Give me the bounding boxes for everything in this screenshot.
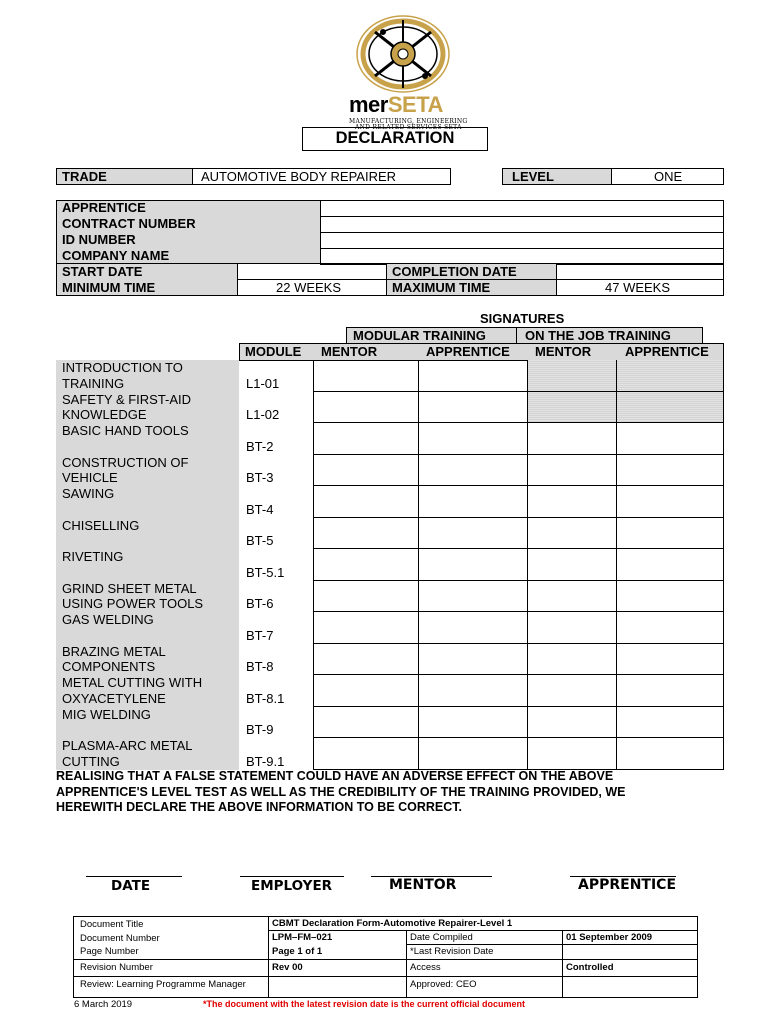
footer-divider-v2 <box>406 930 407 998</box>
completion-date-label-cell <box>386 263 557 280</box>
footer-divider-h2 <box>406 944 698 945</box>
module-code: BT-6 <box>246 596 274 611</box>
minimum-time-label: MINIMUM TIME <box>62 280 156 295</box>
ojt-mentor-signature-cell[interactable] <box>527 644 616 676</box>
table-row <box>0 423 770 455</box>
module-name: SAFETY & FIRST-AID <box>62 391 192 407</box>
mentor-signature-cell[interactable] <box>313 707 418 739</box>
footer-divider-h1 <box>268 930 698 931</box>
modular-training-label: MODULAR TRAINING <box>353 328 486 343</box>
ojt-apprentice-signature-cell[interactable] <box>616 738 724 770</box>
module-name: PLASMA-ARC METAL <box>62 738 193 753</box>
ojt-apprentice-signature-cell[interactable] <box>616 455 724 487</box>
statement-line-3: HEREWITH DECLARE THE ABOVE INFORMATION TO BE CORRECT. <box>56 800 463 814</box>
merseta-emblem-icon <box>353 14 453 94</box>
ojt-mentor-signature-cell[interactable] <box>527 738 616 770</box>
doc-number-value: LPM–FM–021 <box>272 932 333 943</box>
module-name-continued: VEHICLE <box>62 470 118 485</box>
modular-training-header <box>346 327 517 344</box>
apprentice-signature-cell[interactable] <box>418 675 527 707</box>
module-name-continued: TRAINING <box>62 375 125 391</box>
revision-number-value: Rev 00 <box>272 962 303 973</box>
module-code: BT-5.1 <box>246 564 285 580</box>
module-name: BASIC HAND TOOLS <box>62 423 189 438</box>
contract-number-label: CONTRACT NUMBER <box>62 216 196 231</box>
module-code: L1-01 <box>246 375 280 391</box>
page-number-label: Page Number <box>80 946 139 957</box>
mentor-signature-cell[interactable] <box>313 486 418 518</box>
mentor-signature-cell[interactable] <box>313 455 418 487</box>
apprentice-signature-cell[interactable] <box>418 360 527 392</box>
page-title: DECLARATION <box>335 129 455 147</box>
module-name: SAWING <box>62 486 115 501</box>
col-apprentice-ojt: APPRENTICE <box>625 344 709 359</box>
mentor-signature-cell[interactable] <box>313 549 418 581</box>
ojt-mentor-signature-cell[interactable] <box>527 707 616 739</box>
mentor-signature-cell[interactable] <box>313 738 418 770</box>
module-code: BT-4 <box>246 501 274 517</box>
module-name: GRIND SHEET METAL <box>62 580 197 596</box>
maximum-time-field[interactable] <box>556 279 724 296</box>
maximum-time-value: 47 WEEKS <box>605 280 671 295</box>
access-label: Access <box>410 962 441 973</box>
module-name: GAS WELDING <box>62 612 154 627</box>
company-name-label: COMPANY NAME <box>62 248 170 263</box>
footer-divider-v1 <box>268 916 269 998</box>
table-row <box>0 707 770 739</box>
module-name-continued: KNOWLEDGE <box>62 407 147 422</box>
last-revision-label: *Last Revision Date <box>410 946 494 957</box>
employer-signature-line[interactable] <box>240 876 344 877</box>
ojt-apprentice-signature-cell[interactable] <box>616 675 724 707</box>
apprentice-signature-cell[interactable] <box>418 612 527 644</box>
sign-label-date: DATE <box>111 878 151 894</box>
mentor-signature-cell[interactable] <box>313 518 418 550</box>
minimum-time-value: 22 WEEKS <box>276 280 342 295</box>
date-compiled-value: 01 September 2009 <box>566 932 653 943</box>
apprentice-signature-cell[interactable] <box>418 486 527 518</box>
ojt-apprentice-signature-cell <box>616 392 724 424</box>
level-value: ONE <box>654 169 683 184</box>
ojt-apprentice-signature-cell[interactable] <box>616 549 724 581</box>
apprentice-signature-cell[interactable] <box>418 707 527 739</box>
review-label: Review: Learning Programme Manager <box>80 979 246 990</box>
merseta-logo <box>343 14 493 129</box>
apprentice-field[interactable] <box>320 200 724 217</box>
ojt-apprentice-signature-cell[interactable] <box>616 707 724 739</box>
table-row <box>0 738 770 770</box>
apprentice-label: APPRENTICE <box>62 200 146 215</box>
revision-number-label: Revision Number <box>80 962 153 973</box>
maximum-time-label-cell <box>386 279 557 296</box>
statement-line-2: APPRENTICE'S LEVEL TEST AS WELL AS THE CREDIBILITY OF THE TRAINING PROVIDED, WE <box>56 784 626 799</box>
ojt-mentor-signature-cell[interactable] <box>527 518 616 550</box>
apprentice-signature-cell[interactable] <box>418 581 527 613</box>
module-name: CHISELLING <box>62 517 140 533</box>
ojt-apprentice-signature-cell[interactable] <box>616 518 724 550</box>
table-row <box>0 549 770 581</box>
statement-line-1: REALISING THAT A FALSE STATEMENT COULD HAVE AN ADVERSE EFFECT ON THE ABOVE <box>56 769 614 783</box>
declaration-statement <box>56 769 625 816</box>
level-label: LEVEL <box>512 169 554 184</box>
merseta-tagline-2: AND RELATED SERVICES SETA <box>355 124 462 131</box>
module-name-continued: USING POWER TOOLS <box>62 596 204 611</box>
ojt-mentor-signature-cell[interactable] <box>527 455 616 487</box>
footer-divider-v3 <box>562 930 563 998</box>
table-row <box>0 455 770 487</box>
access-value: Controlled <box>566 962 614 973</box>
ojt-apprentice-signature-cell[interactable] <box>616 612 724 644</box>
ojt-mentor-signature-cell[interactable] <box>527 581 616 613</box>
on-the-job-label: ON THE JOB TRAINING <box>525 328 671 343</box>
start-date-label: START DATE <box>62 264 143 279</box>
module-name: MIG WELDING <box>62 706 151 722</box>
ojt-apprentice-signature-cell[interactable] <box>616 644 724 676</box>
module-name: METAL CUTTING WITH <box>62 675 203 690</box>
module-code: BT-3 <box>246 470 274 485</box>
col-apprentice: APPRENTICE <box>426 344 510 359</box>
ojt-mentor-signature-cell <box>527 360 616 392</box>
doc-title-value: CBMT Declaration Form-Automotive Repairer-Level 1 <box>272 918 513 929</box>
module-code: BT-2 <box>246 438 274 454</box>
apprentice-signature-cell[interactable] <box>418 549 527 581</box>
module-name: INTRODUCTION TO <box>62 360 183 375</box>
revision-note: *The document with the latest revision date is the current official document <box>203 999 526 1009</box>
print-date: 6 March 2019 <box>74 999 133 1010</box>
id-number-field[interactable] <box>320 232 724 249</box>
table-row <box>0 360 770 392</box>
merseta-tagline-1: MANUFACTURING, ENGINEERING <box>349 118 468 125</box>
module-code: L1-02 <box>246 407 280 422</box>
col-module: MODULE <box>245 344 302 359</box>
apprentice-signature-cell[interactable] <box>418 423 527 455</box>
sign-label-employer: EMPLOYER <box>251 878 333 894</box>
sign-label-mentor: MENTOR <box>389 877 457 893</box>
contract-number-field[interactable] <box>320 216 724 233</box>
minimum-time-field[interactable] <box>237 279 387 296</box>
start-date-field[interactable] <box>237 263 387 280</box>
ojt-apprentice-signature-cell[interactable] <box>616 423 724 455</box>
ojt-apprentice-signature-cell[interactable] <box>616 581 724 613</box>
page-number-value: Page 1 of 1 <box>272 946 323 957</box>
mentor-signature-cell[interactable] <box>313 675 418 707</box>
trade-label: TRADE <box>62 169 107 184</box>
module-code: BT-9 <box>246 722 274 737</box>
col-mentor: MENTOR <box>321 344 378 359</box>
trade-value: AUTOMOTIVE BODY REPAIRER <box>201 169 397 184</box>
table-row <box>0 675 770 707</box>
table-row <box>0 518 770 550</box>
table-row <box>0 392 770 424</box>
ojt-mentor-signature-cell[interactable] <box>527 549 616 581</box>
sign-label-apprentice: APPRENTICE <box>578 877 677 893</box>
module-name: RIVETING <box>62 549 124 564</box>
apprentice-signature-cell[interactable] <box>418 392 527 424</box>
ojt-mentor-signature-cell[interactable] <box>527 486 616 518</box>
module-name-continued: COMPONENTS <box>62 659 156 674</box>
level-label-cell <box>502 168 612 185</box>
mentor-signature-cell[interactable] <box>313 360 418 392</box>
module-code: BT-5 <box>246 533 274 548</box>
trade-label-cell <box>56 168 193 185</box>
maximum-time-label: MAXIMUM TIME <box>392 280 491 295</box>
apprentice-signature-cell[interactable] <box>418 644 527 676</box>
module-code: BT-7 <box>246 627 274 643</box>
mentor-signature-cell[interactable] <box>313 581 418 613</box>
footer-divider-h4 <box>73 976 698 977</box>
date-signature-line[interactable] <box>86 876 182 877</box>
date-compiled-label: Date Compiled <box>410 932 473 943</box>
module-code: BT-8.1 <box>246 690 285 706</box>
ojt-apprentice-signature-cell[interactable] <box>616 486 724 518</box>
signatures-heading: SIGNATURES <box>480 311 565 326</box>
id-number-label: ID NUMBER <box>62 232 136 247</box>
ojt-mentor-signature-cell <box>527 392 616 424</box>
module-name-continued: CUTTING <box>62 753 120 769</box>
apprentice-signature-cell[interactable] <box>418 455 527 487</box>
module-code: BT-9.1 <box>246 753 285 769</box>
completion-date-label: COMPLETION DATE <box>392 264 517 279</box>
merseta-wordmark: merSETA <box>349 92 443 117</box>
footer-divider-h3 <box>73 959 698 960</box>
table-row <box>0 644 770 676</box>
apprentice-signature-cell[interactable] <box>418 738 527 770</box>
trade-value-cell[interactable] <box>192 168 451 185</box>
apprentice-signature-cell[interactable] <box>418 518 527 550</box>
table-row <box>0 612 770 644</box>
mentor-signature-cell[interactable] <box>313 423 418 455</box>
module-name-continued: OXYACETYLENE <box>62 690 166 706</box>
approved-label: Approved: CEO <box>410 979 477 990</box>
completion-date-field[interactable] <box>556 263 724 280</box>
on-the-job-header <box>516 327 703 344</box>
table-row <box>0 486 770 518</box>
ojt-mentor-signature-cell[interactable] <box>527 612 616 644</box>
title-box <box>302 127 488 151</box>
ojt-mentor-signature-cell[interactable] <box>527 675 616 707</box>
mentor-signature-cell[interactable] <box>313 644 418 676</box>
ojt-mentor-signature-cell[interactable] <box>527 423 616 455</box>
module-code: BT-8 <box>246 659 274 674</box>
module-name: BRAZING METAL <box>62 643 166 659</box>
module-name: CONSTRUCTION OF <box>62 454 189 470</box>
mentor-signature-cell[interactable] <box>313 392 418 424</box>
level-value-cell[interactable] <box>611 168 724 185</box>
ojt-apprentice-signature-cell <box>616 360 724 392</box>
doc-title-label: Document Title <box>80 919 144 930</box>
mentor-signature-cell[interactable] <box>313 612 418 644</box>
col-mentor-ojt: MENTOR <box>535 344 592 359</box>
table-row <box>0 581 770 613</box>
doc-number-label: Document Number <box>80 933 160 944</box>
